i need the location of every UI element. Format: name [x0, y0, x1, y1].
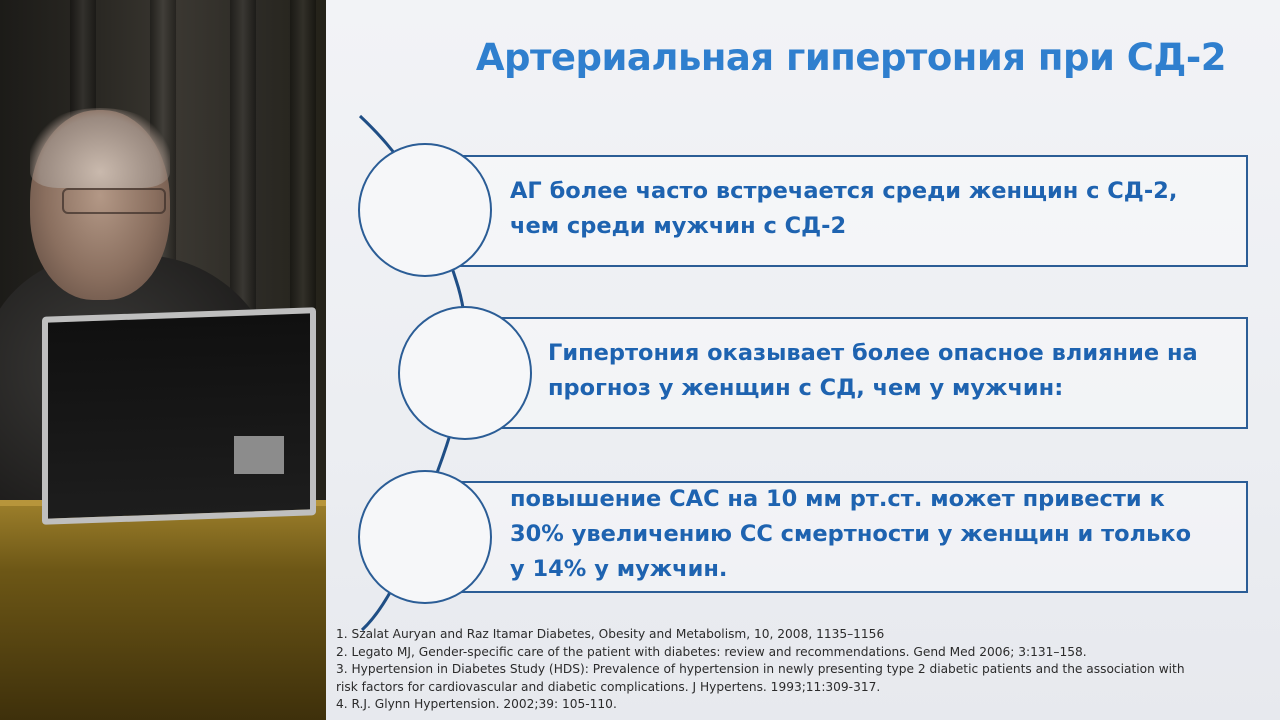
- reference-item: 3. Hypertension in Diabetes Study (HDS): Prevalence of hypertension in newly presenting type 2 diabetic patients and the association with: [336, 662, 1185, 676]
- bullet-3-line-1: повышение САС на 10 мм рт.ст. может привести к: [510, 486, 1165, 512]
- reference-item: 1. Szalat Auryan and Raz Itamar Diabetes, Obesity and Metabolism, 10, 2008, 1135–1156: [336, 627, 885, 641]
- bullet-3-line-3: у 14% у мужчин.: [510, 556, 728, 582]
- reference-item: 4. R.J. Glynn Hypertension. 2002;39: 105-110.: [336, 697, 617, 711]
- bullet-text-3: [510, 482, 1240, 587]
- presentation-slide: [326, 0, 1280, 720]
- bullet-3-line-2: 30% увеличению СС смертности у женщин и только: [510, 521, 1192, 547]
- bullet-text-2: [548, 336, 1248, 406]
- podium-monitor: [42, 307, 316, 525]
- bullet-2-line-1: Гипертония оказывает более опасное влияние на: [548, 340, 1198, 366]
- monitor-sticker: [234, 436, 284, 474]
- bullet-circle-1: [358, 143, 492, 277]
- bullet-1-line-2: чем среди мужчин с СД-2: [510, 213, 847, 239]
- bullet-1-line-1: АГ более часто встречается среди женщин с СД-2,: [510, 178, 1178, 204]
- speaker-glasses: [62, 188, 166, 214]
- bullet-circle-2: [398, 306, 532, 440]
- bullet-text-1: [510, 174, 1240, 244]
- slide-title: Артериальная гипертония при СД-2: [475, 36, 1226, 79]
- references-list: [336, 626, 1276, 714]
- speaker-hair: [30, 108, 170, 188]
- bullet-2-line-2: прогноз у женщин с СД, чем у мужчин:: [548, 375, 1064, 401]
- bullet-circle-3: [358, 470, 492, 604]
- lecture-hall-photo: [0, 0, 326, 720]
- lectern: [0, 506, 326, 720]
- reference-item: 2. Legato MJ, Gender-specific care of the patient with diabetes: review and recommendations. Gend Med 2006; 3:131–158.: [336, 644, 1087, 659]
- reference-item: risk factors for cardiovascular and diabetic complications. J Hypertens. 1993;11:309-317.: [336, 679, 881, 694]
